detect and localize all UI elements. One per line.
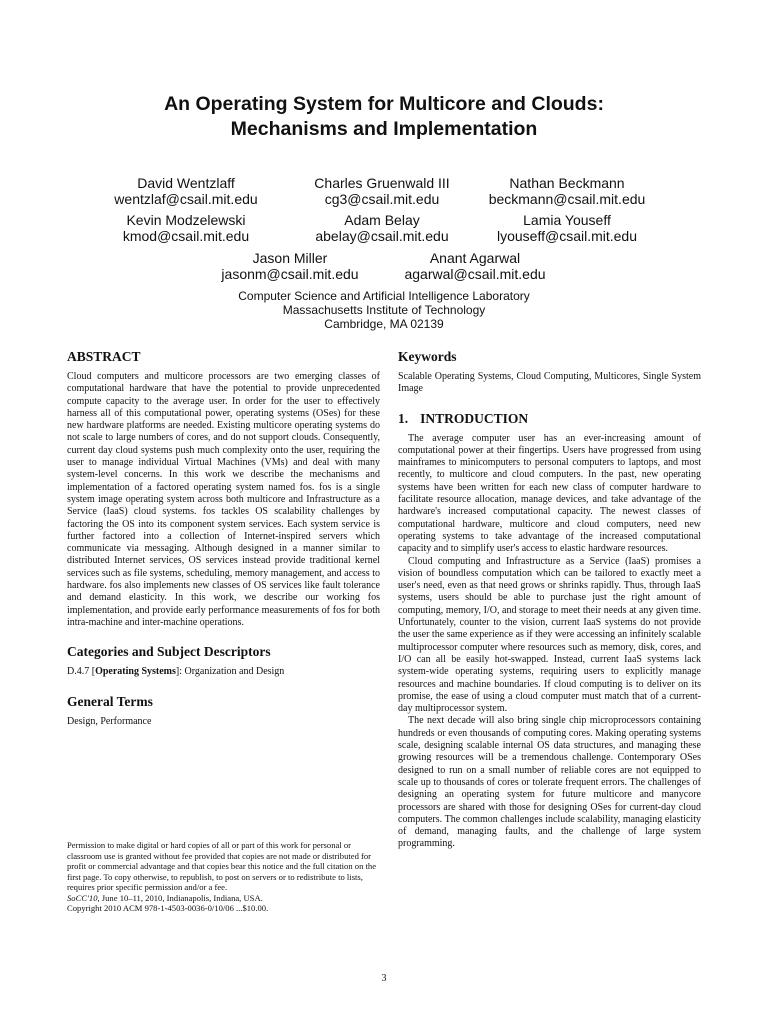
abstract-text: Cloud computers and multicore processors are two emerging classes of computational hardware that have the potential to provide unprecedented compute capacity to the average user. In order for the user to effectively harness all of this computational power, operating systems (OSes) for these new hardware platforms are needed. Existing multicore operating systems do not scale to large numbers of cores, and do not support clouds. Consequently, current day cloud systems push much complexity onto the user, requiring the user to manage individual Virtual Machines (VMs) and deal with many system-level concerns. In this work we describe the mechanisms and implementation of a factored operating system named fos. fos is a single system image operating system across both multicore and Infrastructure as a Service (IaaS) cloud systems. fos tackles OS scalability challenges by factoring the OS into its component system services. Each system service is further factored into a collection of Internet-inspired servers which communicate via messaging. Although designed in a manner similar to distributed Internet services, OS services instead provide traditional kernel services such as file systems, scheduling, memory management, and access to hardware. fos also implements new classes of OS services like fault tolerance and demand elasticity. In this work, we describe our working fos implementation, and provide early performance measurements of fos for both intra-machine and inter-machine operations. (67, 371, 380, 628)
author-email: beckmann@csail.mit.edu (488, 191, 646, 207)
author-block (297, 212, 467, 244)
author-block (297, 175, 467, 207)
author-name: Charles Gruenwald III (314, 175, 450, 191)
author-name: Jason Miller (252, 250, 328, 266)
author-block (477, 175, 657, 207)
categories-text (67, 666, 380, 678)
keywords-heading: Keywords (398, 349, 457, 364)
permission-notice (67, 840, 380, 914)
intro-paragraph: The next decade will also bring single chip microprocessors containing hundreds or even thousands of computing cores. Making operating systems scale, designing scalable internal OS data structures, and managing these growing resources will be a tremendous challenge. Contemporary OSes designed to run on a small number of reliable cores are not equipped to scale up to thousands of cores or tolerate frequent errors. The challenges of designing an operating system for future multicore and manycore processors are shared with those for designing OSes for current-day cloud computers. The common challenges include scalability, managing elasticity of demand, managing faults, and the challenge of large system programming. (398, 715, 701, 850)
author-name: Nathan Beckmann (509, 175, 625, 191)
author-name: David Wentzlaff (137, 175, 235, 191)
paper-title (0, 92, 768, 142)
author-block (477, 212, 657, 244)
title-line-1: An Operating System for Multicore and Clouds: (164, 93, 604, 115)
right-column (398, 349, 701, 851)
author-email: kmod@csail.mit.edu (122, 228, 250, 244)
venue-line (67, 893, 380, 904)
categories-code: D.4.7 [ (67, 666, 96, 678)
affiliation-institute: Massachusetts Institute of Technology (282, 303, 486, 317)
author-email: lyouseff@csail.mit.edu (496, 228, 637, 244)
categories-rest: ]: Organization and Design (175, 666, 285, 678)
author-block (111, 212, 261, 244)
author-email: jasonm@csail.mit.edu (221, 266, 359, 282)
page-number: 3 (381, 973, 387, 984)
copyright-line: Copyright 2010 ACM 978-1-4503-0036-0/10/06 ...$10.00. (67, 903, 269, 913)
title-line-2: Mechanisms and Implementation (230, 118, 538, 140)
affiliation-lab: Computer Science and Artificial Intelligence Laboratory (238, 289, 530, 303)
intro-paragraph: Cloud computing and Infrastructure as a Service (IaaS) promises a vision of boundless computation which can be tailored to exactly meet a user's need, even as that need grows or shrinks rapidly. Thus, through IaaS systems, users should be able to purchase just the right amount of computing, memory, I/O, and storage to meet their needs at any given time. Unfortunately, counter to the vision, current IaaS systems do not provide the user the same experience as if they were accessing an infinitely scalable multiprocessor computer where resources such as memory, disk, cores, and I/O can all be easily hot-swapped. Instead, current IaaS systems lack system-wide operating systems, requiring users to explicitly manage resources and machine boundaries. If cloud computing is to deliver on its promise, the ease of using a cloud computer must match that of a current-day multiprocessor system. (398, 555, 701, 715)
venue-name: SoCC'10, (67, 892, 100, 903)
general-terms-text: Design, Performance (67, 715, 152, 727)
general-terms-heading: General Terms (67, 693, 153, 709)
author-email: abelay@csail.mit.edu (315, 228, 449, 244)
author-name: Anant Agarwal (429, 250, 521, 266)
intro-paragraph: The average computer user has an ever-increasing amount of computational power at their fingertips. Users have progressed from using mainframes to minicomputers to personal computers to laptops, and most recently, to multicore and cloud computers. In the past, new operating systems have been written for each new class of computer hardware to facilitate resource allocation, manage devices, and take advantage of the hardware's increased computational capacity. The newest classes of computational hardware, multicore and cloud computers, need new operating systems to take advantage of the increased computational capacity and to simplify user's access to elastic hardware resources. (398, 432, 701, 555)
left-column (67, 349, 380, 728)
affiliation-city: Cambridge, MA 02139 (324, 317, 444, 331)
author-name: Lamia Youseff (523, 212, 611, 228)
categories-heading: Categories and Subject Descriptors (67, 644, 271, 660)
section-title: INTRODUCTION (420, 410, 529, 426)
introduction-heading (398, 411, 701, 427)
venue-details: June 10–11, 2010, Indianapolis, Indiana, USA. (99, 892, 263, 903)
permission-text: Permission to make digital or hard copies of all or part of this work for personal or classroom use is granted without fee provided that copies are not made or distributed for profit or commercial advantage and that copies bear this notice and the full citation on the first page. To copy otherwise, to republish, to post on servers or to redistribute to lists, requires prior specific permission and/or a fee. (67, 840, 377, 892)
author-block (205, 250, 375, 282)
abstract-heading: ABSTRACT (67, 349, 141, 364)
author-name: Kevin Modzelewski (126, 212, 246, 228)
author-name: Adam Belay (344, 212, 420, 228)
keywords-text: Scalable Operating Systems, Cloud Computing, Multicores, Single System Image (398, 371, 701, 395)
author-email: cg3@csail.mit.edu (324, 191, 440, 207)
author-email: agarwal@csail.mit.edu (404, 266, 546, 282)
affiliation (0, 289, 768, 331)
author-block (385, 250, 565, 282)
categories-bold: Operating Systems (95, 666, 176, 678)
author-email: wentzlaf@csail.mit.edu (114, 191, 258, 207)
author-block (111, 175, 261, 207)
section-number: 1. (398, 410, 409, 426)
